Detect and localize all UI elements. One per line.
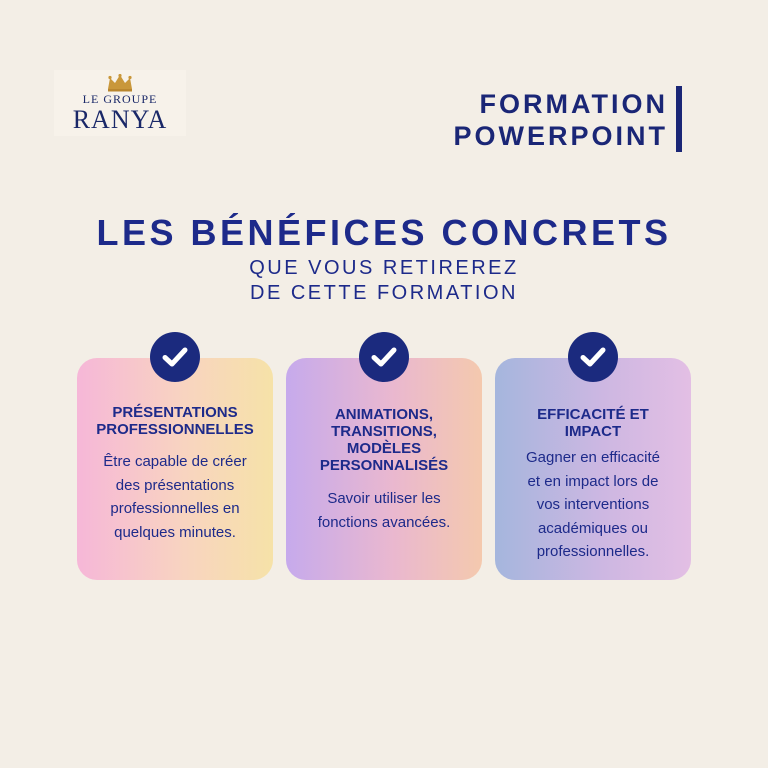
card-title-line: PERSONNALISÉS <box>319 457 449 474</box>
card-text-line: Être capable de créer <box>103 453 247 470</box>
card-title-line: PRÉSENTATIONS <box>112 404 238 421</box>
card-description <box>87 450 263 544</box>
benefit-card-efficacite <box>495 358 691 580</box>
card-text-line: Gagner en efficacité <box>526 449 660 466</box>
card-text-line: académiques ou <box>537 519 649 537</box>
formation-line2: POWERPOINT <box>453 121 668 151</box>
checkmark-icon <box>359 332 409 382</box>
card-text-line: professionnelles. <box>536 543 650 560</box>
card-title-line: TRANSITIONS, <box>331 423 437 440</box>
card-description <box>505 446 681 564</box>
sub-headline-line1: QUE VOUS RETIREREZ <box>249 257 519 279</box>
main-headline: LES BÉNÉFICES CONCRETS <box>96 212 672 253</box>
logo <box>54 70 186 136</box>
benefit-card-presentations <box>77 358 273 580</box>
formation-title <box>453 88 668 152</box>
card-title-line: IMPACT <box>564 423 622 440</box>
card-title <box>505 406 681 440</box>
card-title-line: ANIMATIONS, <box>334 406 434 423</box>
formation-accent-bar <box>676 86 682 152</box>
card-text-line: professionnelles en <box>110 500 240 517</box>
crown-icon <box>106 74 134 92</box>
card-title-line: EFFICACITÉ ET <box>537 406 649 423</box>
card-text-line: des présentations <box>115 476 235 494</box>
checkmark-icon <box>150 332 200 382</box>
sub-headline-line2: DE CETTE FORMATION <box>250 282 518 304</box>
card-title-line: PROFESSIONNELLES <box>96 421 254 438</box>
card-description <box>296 487 472 534</box>
card-title <box>296 406 472 474</box>
card-text-line: fonctions avancées. <box>317 513 451 531</box>
card-text-line: et en impact lors de <box>527 472 659 490</box>
card-text-line: quelques minutes. <box>114 523 236 541</box>
benefit-card-animations <box>286 358 482 580</box>
card-title-line: MODÈLES <box>346 440 422 457</box>
formation-line1: FORMATION <box>479 89 668 119</box>
card-text-line: Savoir utiliser les <box>327 490 441 507</box>
checkmark-icon <box>568 332 618 382</box>
card-text-line: vos interventions <box>536 496 650 513</box>
card-title <box>87 404 263 438</box>
sub-headline <box>0 256 768 306</box>
logo-big-text: RANYA <box>72 105 168 134</box>
logo-small-text: LE GROUPE <box>82 92 158 106</box>
